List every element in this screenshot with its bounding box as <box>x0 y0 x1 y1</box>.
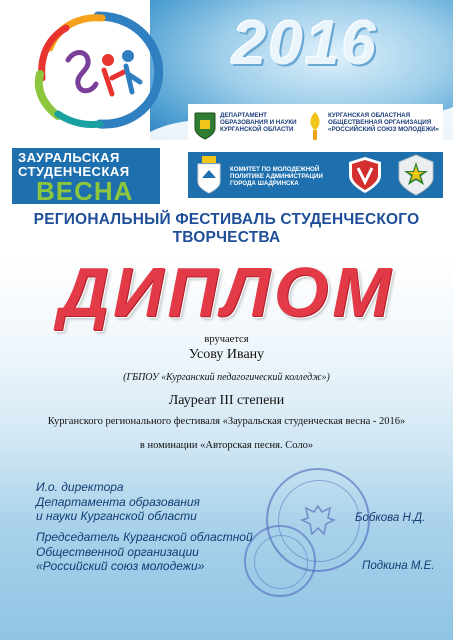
festival-brand-block <box>12 148 160 204</box>
star-badge-icon <box>398 154 434 196</box>
award-degree: Лауреат III степени <box>168 393 285 408</box>
shield-red-icon <box>348 156 382 194</box>
partner-strip-top <box>188 104 443 150</box>
organization-stamp <box>244 525 316 597</box>
signatory-2-line-1: Председатель Курганской областной <box>36 530 253 544</box>
partner-strip-bottom <box>188 152 443 198</box>
awarded-text: вручается <box>204 334 249 345</box>
festival-title: РЕГИОНАЛЬНЫЙ ФЕСТИВАЛЬ СТУДЕНЧЕСКОГО ТВОРЧЕСТВА <box>33 211 420 246</box>
signatory-2-name: Подкина М.Е. <box>362 560 435 572</box>
city-emblem-icon <box>196 156 222 194</box>
signatory-2-line-3: «Российский союз молодежи» <box>36 559 205 573</box>
youth-union-icon <box>306 110 324 142</box>
nomination-text: в номинации «Авторская песня. Соло» <box>139 440 314 451</box>
diploma-heading: ДИПЛОМ <box>58 253 395 331</box>
year-title: 2016 <box>232 9 378 78</box>
brand-line-1: ЗАУРАЛЬСКАЯ <box>18 150 120 165</box>
signatory-2-line-2: Общественной организации <box>36 544 199 559</box>
brand-line-3: ВЕСНА <box>36 176 134 206</box>
festival-name: Курганского регионального фестиваля «Зауральская студенческая весна - 2016» <box>47 416 406 427</box>
partner-name-youth-union: КУРГАНСКАЯ ОБЛАСТНАЯ ОБЩЕСТВЕННАЯ ОРГАНИЗАЦИЯ «РОССИЙСКИЙ СОЮЗ МОЛОДЕЖИ» <box>328 112 439 133</box>
signatory-1-name: Бобкова Н.Д. <box>355 512 426 524</box>
partner-name-education: ДЕПАРТАМЕНТ ОБРАЗОВАНИЯ И НАУКИ КУРГАНСКОЙ ОБЛАСТИ <box>220 112 297 133</box>
recipient-organization: (ГБПОУ «Курганский педагогический колледж») <box>123 372 330 383</box>
coat-of-arms-icon <box>194 112 216 140</box>
signatory-1-line-1: И.о. директора <box>36 480 124 494</box>
recipient-name: Усову Ивану <box>188 347 265 362</box>
festival-logo-icon <box>28 8 168 138</box>
signatory-1-line-2: Департамента образования <box>36 494 200 509</box>
signatory-2-title <box>36 530 253 574</box>
signatory-1-title <box>36 480 200 524</box>
signatory-1-line-3: и науки Курганской области <box>36 509 197 523</box>
partner-name-city-committee: КОМИТЕТ ПО МОЛОДЕЖНОЙ ПОЛИТИКЕ АДМИНИСТРАЦИИ ГОРОДА ШАДРИНСКА <box>230 166 323 187</box>
brand-line-2: СТУДЕНЧЕСКАЯ <box>18 164 130 179</box>
